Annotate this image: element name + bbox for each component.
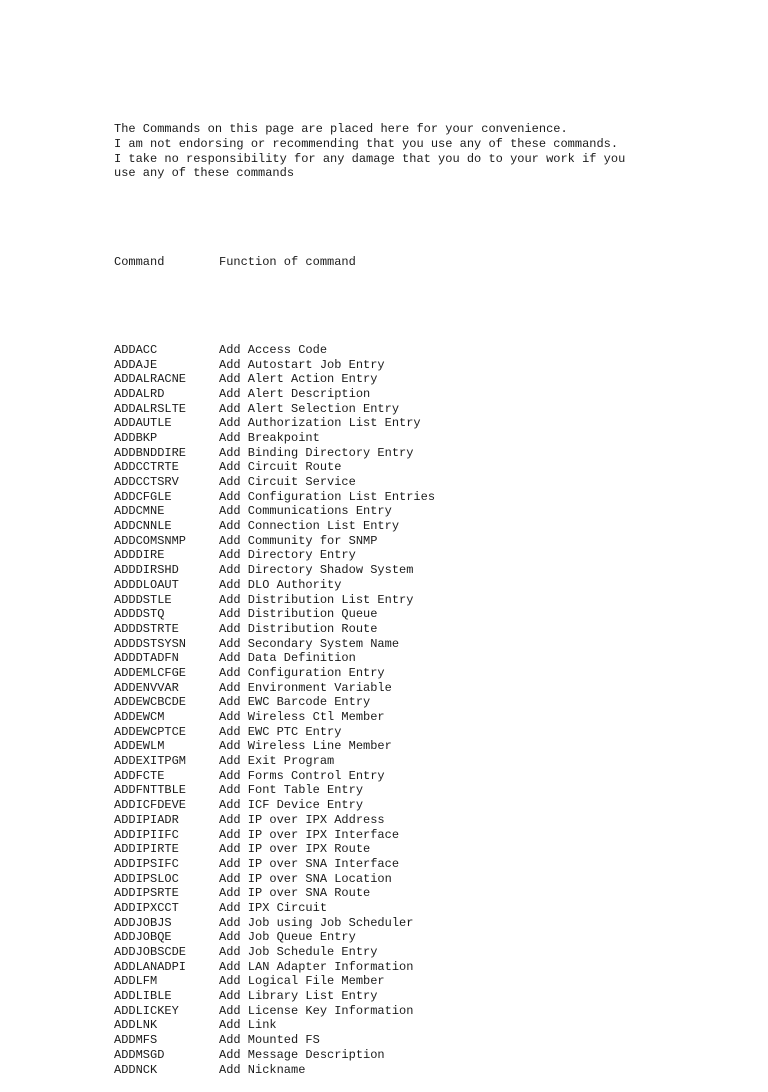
intro-line: The Commands on this page are placed here for your convenience. — [114, 122, 568, 137]
table-row — [114, 916, 734, 931]
intro-line: use any of these commands — [114, 166, 295, 181]
command-function: Add Font Table Entry — [219, 783, 364, 798]
table-row — [114, 960, 734, 975]
table-row — [114, 842, 734, 857]
column-header-function: Function of command — [219, 254, 356, 269]
command-name: ADDIPSRTE — [114, 886, 179, 901]
table-row — [114, 1048, 734, 1063]
command-name: ADDEXITPGM — [114, 754, 187, 769]
command-name: ADDEWLM — [114, 739, 165, 754]
table-row — [114, 372, 734, 387]
command-name: ADDIPXCCT — [114, 900, 179, 915]
command-function: Add Circuit Route — [219, 460, 342, 475]
spacer — [114, 299, 734, 314]
table-row — [114, 622, 734, 637]
table-row — [114, 504, 734, 519]
command-name: ADDNCK — [114, 1062, 158, 1077]
command-name: ADDCCTSRV — [114, 475, 179, 490]
table-row — [114, 1063, 734, 1078]
table-row — [114, 358, 734, 373]
command-name: ADDCMNE — [114, 504, 165, 519]
command-function: Add Forms Control Entry — [219, 768, 385, 783]
command-function: Add Breakpoint — [219, 430, 320, 445]
command-function: Add Autostart Job Entry — [219, 357, 385, 372]
table-row — [114, 607, 734, 622]
command-name: ADDAJE — [114, 357, 158, 372]
command-name: ADDDIRSHD — [114, 563, 179, 578]
command-name: ADDIPIADR — [114, 812, 179, 827]
command-function: Add Authorization List Entry — [219, 416, 421, 431]
table-row — [114, 490, 734, 505]
command-function: Add Alert Description — [219, 386, 371, 401]
command-function: Add Connection List Entry — [219, 519, 400, 534]
command-function: Add Configuration List Entries — [219, 489, 436, 504]
command-name: ADDIPIIFC — [114, 827, 179, 842]
command-function: Add IP over SNA Route — [219, 886, 371, 901]
table-row — [114, 901, 734, 916]
table-row — [114, 872, 734, 887]
table-row — [114, 666, 734, 681]
command-name: ADDBNDDIRE — [114, 445, 187, 460]
command-name: ADDLICKEY — [114, 1003, 179, 1018]
table-row — [114, 460, 734, 475]
table-row — [114, 769, 734, 784]
command-name: ADDIPSLOC — [114, 871, 179, 886]
table-row — [114, 974, 734, 989]
command-name: ADDEWCPTCE — [114, 724, 187, 739]
command-function: Add Message Description — [219, 1047, 385, 1062]
table-row — [114, 857, 734, 872]
table-header-row — [114, 255, 734, 270]
table-row — [114, 637, 734, 652]
command-name: ADDJOBQE — [114, 930, 172, 945]
table-row — [114, 651, 734, 666]
command-name: ADDLNK — [114, 1018, 158, 1033]
table-row — [114, 563, 734, 578]
column-header-command: Command — [114, 254, 165, 269]
command-name: ADDMFS — [114, 1033, 158, 1048]
command-name: ADDMSGD — [114, 1047, 165, 1062]
command-name: ADDBKP — [114, 430, 158, 445]
command-function: Add Mounted FS — [219, 1033, 320, 1048]
command-function: Add Community for SNMP — [219, 533, 378, 548]
command-function: Add Logical File Member — [219, 974, 385, 989]
command-function: Add Directory Entry — [219, 548, 356, 563]
table-row — [114, 754, 734, 769]
table-row — [114, 593, 734, 608]
table-row — [114, 783, 734, 798]
command-function: Add Job Queue Entry — [219, 930, 356, 945]
command-function: Add Communications Entry — [219, 504, 392, 519]
table-row — [114, 989, 734, 1004]
table-row — [114, 930, 734, 945]
command-function: Add Exit Program — [219, 754, 335, 769]
table-row — [114, 548, 734, 563]
command-function: Add DLO Authority — [219, 577, 342, 592]
command-name: ADDFNTTBLE — [114, 783, 187, 798]
command-function: Add Job using Job Scheduler — [219, 915, 414, 930]
command-function: Add IPX Circuit — [219, 900, 328, 915]
command-name: ADDLANADPI — [114, 959, 187, 974]
table-row — [114, 343, 734, 358]
command-function: Add IP over IPX Address — [219, 812, 385, 827]
table-row — [114, 739, 734, 754]
table-row — [114, 813, 734, 828]
command-function: Add Nickname — [219, 1062, 306, 1077]
command-name: ADDAUTLE — [114, 416, 172, 431]
command-function: Add Data Definition — [219, 651, 356, 666]
table-row — [114, 828, 734, 843]
command-name: ADDALRSLTE — [114, 401, 187, 416]
command-name: ADDEMLCFGE — [114, 665, 187, 680]
command-function: Add Wireless Ctl Member — [219, 710, 385, 725]
table-row — [114, 886, 734, 901]
command-name: ADDICFDEVE — [114, 798, 187, 813]
command-name: ADDLIBLE — [114, 989, 172, 1004]
command-name: ADDDTADFN — [114, 651, 179, 666]
command-name: ADDDSTQ — [114, 607, 165, 622]
table-row — [114, 1033, 734, 1048]
table-row — [114, 1018, 734, 1033]
command-function: Add Directory Shadow System — [219, 563, 414, 578]
command-name: ADDDSTSYSN — [114, 636, 187, 651]
command-name: ADDALRD — [114, 386, 165, 401]
command-name: ADDFCTE — [114, 768, 165, 783]
table-row — [114, 475, 734, 490]
command-function: Add Alert Action Entry — [219, 372, 378, 387]
table-row — [114, 710, 734, 725]
table-row — [114, 1004, 734, 1019]
table-row — [114, 681, 734, 696]
command-function: Add IP over SNA Location — [219, 871, 392, 886]
command-name: ADDLFM — [114, 974, 158, 989]
table-row — [114, 725, 734, 740]
command-function: Add Link — [219, 1018, 277, 1033]
command-table — [114, 343, 734, 1077]
command-function: Add ICF Device Entry — [219, 798, 364, 813]
command-function: Add License Key Information — [219, 1003, 414, 1018]
command-function: Add Wireless Line Member — [219, 739, 392, 754]
table-row — [114, 431, 734, 446]
command-function: Add IP over IPX Route — [219, 842, 371, 857]
command-function: Add Configuration Entry — [219, 665, 385, 680]
command-name: ADDIPSIFC — [114, 856, 179, 871]
command-function: Add LAN Adapter Information — [219, 959, 414, 974]
command-function: Add Environment Variable — [219, 680, 392, 695]
command-function: Add Binding Directory Entry — [219, 445, 414, 460]
command-function: Add IP over SNA Interface — [219, 856, 400, 871]
command-function: Add EWC PTC Entry — [219, 724, 342, 739]
command-name: ADDDIRE — [114, 548, 165, 563]
command-function: Add EWC Barcode Entry — [219, 695, 371, 710]
command-name: ADDCOMSNMP — [114, 533, 187, 548]
table-row — [114, 945, 734, 960]
command-function: Add Library List Entry — [219, 989, 378, 1004]
command-name: ADDDLOAUT — [114, 577, 179, 592]
spacer — [114, 211, 734, 226]
table-row — [114, 578, 734, 593]
document-page — [114, 93, 734, 1092]
command-name: ADDEWCBCDE — [114, 695, 187, 710]
table-row — [114, 534, 734, 549]
command-function: Add Alert Selection Entry — [219, 401, 400, 416]
command-function: Add Access Code — [219, 342, 328, 357]
command-name: ADDCFGLE — [114, 489, 172, 504]
command-function: Add Job Schedule Entry — [219, 945, 378, 960]
command-name: ADDJOBSCDE — [114, 945, 187, 960]
command-name: ADDACC — [114, 342, 158, 357]
table-row — [114, 519, 734, 534]
command-name: ADDENVVAR — [114, 680, 179, 695]
intro-block — [114, 122, 734, 181]
command-function: Add Distribution Route — [219, 621, 378, 636]
command-function: Add Distribution Queue — [219, 607, 378, 622]
command-name: ADDCCTRTE — [114, 460, 179, 475]
table-row — [114, 387, 734, 402]
table-row — [114, 402, 734, 417]
table-row — [114, 695, 734, 710]
table-row — [114, 798, 734, 813]
command-name: ADDEWCM — [114, 710, 165, 725]
command-name: ADDIPIRTE — [114, 842, 179, 857]
command-name: ADDJOBJS — [114, 915, 172, 930]
command-function: Add IP over IPX Interface — [219, 827, 400, 842]
command-name: ADDDSTRTE — [114, 621, 179, 636]
command-name: ADDALRACNE — [114, 372, 187, 387]
table-row — [114, 416, 734, 431]
command-function: Add Circuit Service — [219, 475, 356, 490]
intro-line: I am not endorsing or recommending that you use any of these commands. — [114, 137, 619, 152]
command-name: ADDCNNLE — [114, 519, 172, 534]
intro-line: I take no responsibility for any damage that you do to your work if you — [114, 151, 626, 166]
command-name: ADDDSTLE — [114, 592, 172, 607]
table-row — [114, 446, 734, 461]
command-function: Add Distribution List Entry — [219, 592, 414, 607]
command-function: Add Secondary System Name — [219, 636, 400, 651]
